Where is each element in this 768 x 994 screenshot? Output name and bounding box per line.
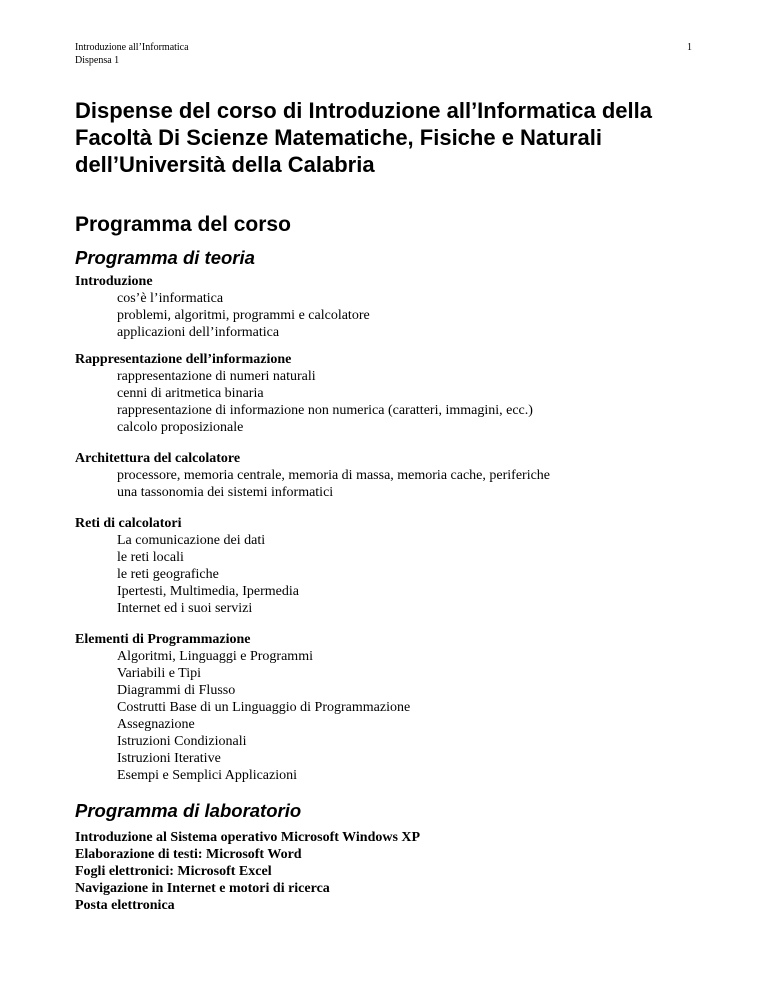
- lab-topic-list: [75, 829, 715, 914]
- section-title: Reti di calcolatori: [75, 516, 182, 531]
- topic-item: Istruzioni Iterative: [117, 751, 221, 766]
- section-topic-list: [75, 648, 715, 784]
- topic-item: Assegnazione: [117, 717, 195, 732]
- topic-item: Internet ed i suoi servizi: [117, 601, 253, 616]
- document-title: Dispense del corso di Introduzione all’Informatica della Facoltà Di Scienze Matematiche, Fisiche e Naturali dell’Università della Calabria: [75, 98, 653, 177]
- theory-section-programmazione: [75, 631, 715, 784]
- topic-item: Istruzioni Condizionali: [117, 734, 247, 749]
- lab-heading: Programma di laboratorio: [75, 800, 302, 821]
- section-title: Rappresentazione dell’informazione: [75, 352, 292, 367]
- section-title: Elementi di Programmazione: [75, 632, 251, 647]
- theory-heading: Programma di teoria: [75, 247, 255, 268]
- running-header: [75, 41, 189, 67]
- course-program-heading: Programma del corso: [75, 213, 291, 236]
- topic-item: rappresentazione di informazione non numerica (caratteri, immagini, ecc.): [117, 403, 533, 418]
- topic-item: Diagrammi di Flusso: [117, 683, 236, 698]
- topic-item: applicazioni dell’informatica: [117, 325, 280, 340]
- lab-topic-item: Posta elettronica: [75, 898, 175, 913]
- topic-item: Esempi e Semplici Applicazioni: [117, 768, 298, 783]
- section-title: Architettura del calcolatore: [75, 451, 241, 466]
- topic-item: calcolo proposizionale: [117, 420, 244, 435]
- lab-topic-item: Introduzione al Sistema operativo Microsoft Windows XP: [75, 830, 421, 845]
- topic-item: Ipertesti, Multimedia, Ipermedia: [117, 584, 299, 599]
- theory-section-reti: [75, 515, 715, 617]
- topic-item: La comunicazione dei dati: [117, 533, 266, 548]
- section-topic-list: [75, 532, 715, 617]
- lab-topic-item: Fogli elettronici: Microsoft Excel: [75, 864, 272, 879]
- section-topic-list: [75, 368, 715, 436]
- theory-section-rappresentazione: [75, 351, 715, 436]
- section-title: Introduzione: [75, 274, 153, 289]
- topic-item: problemi, algoritmi, programmi e calcolatore: [117, 308, 370, 323]
- page-number: 1: [687, 42, 692, 53]
- lab-topic-item: Elaborazione di testi: Microsoft Word: [75, 847, 302, 862]
- topic-item: le reti locali: [117, 550, 184, 565]
- lab-topic-item: Navigazione in Internet e motori di ricerca: [75, 881, 330, 896]
- topic-item: rappresentazione di numeri naturali: [117, 369, 316, 384]
- header-course-name: Introduzione all’Informatica: [75, 42, 189, 53]
- topic-item: cenni di aritmetica binaria: [117, 386, 264, 401]
- topic-item: cos’è l’informatica: [117, 291, 224, 306]
- theory-section-introduzione: [75, 273, 715, 341]
- topic-item: Variabili e Tipi: [117, 666, 202, 681]
- header-handout-label: Dispensa 1: [75, 55, 120, 66]
- topic-item: processore, memoria centrale, memoria di massa, memoria cache, periferiche: [117, 468, 551, 483]
- theory-section-architettura: [75, 450, 715, 501]
- topic-item: una tassonomia dei sistemi informatici: [117, 485, 334, 500]
- topic-item: le reti geografiche: [117, 567, 219, 582]
- section-topic-list: [75, 290, 715, 341]
- topic-item: Algoritmi, Linguaggi e Programmi: [117, 649, 313, 664]
- topic-item: Costrutti Base di un Linguaggio di Programmazione: [117, 700, 411, 715]
- section-topic-list: [75, 467, 715, 501]
